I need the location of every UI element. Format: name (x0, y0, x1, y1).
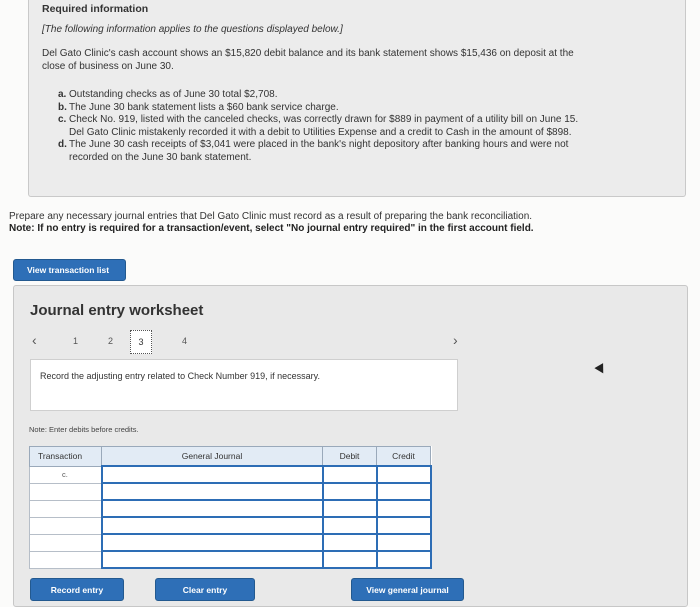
table-row (30, 466, 431, 483)
account-input[interactable] (102, 500, 323, 517)
table-row (30, 517, 431, 534)
account-input[interactable] (102, 534, 323, 551)
transaction-cell (30, 551, 102, 568)
table-row (30, 500, 431, 517)
col-debit: Debit (323, 447, 377, 467)
debit-input[interactable] (323, 551, 377, 568)
chevron-right-icon[interactable]: › (453, 332, 458, 348)
page-3-button[interactable]: 3 (130, 330, 152, 354)
journal-table (29, 446, 432, 569)
transaction-cell: c. (30, 466, 102, 483)
table-header-row (30, 447, 431, 467)
chevron-left-icon[interactable]: ‹ (32, 332, 37, 348)
debit-input[interactable] (323, 517, 377, 534)
enter-debits-note: Note: Enter debits before credits. (29, 425, 139, 434)
credit-input[interactable] (377, 534, 431, 551)
scenario-line-2: close of business on June 30. (42, 60, 174, 72)
worksheet-title: Journal entry worksheet (30, 302, 204, 319)
debit-input[interactable] (323, 534, 377, 551)
worksheet-pager (32, 330, 672, 354)
page-1-button[interactable]: 1 (73, 336, 79, 346)
col-transaction: Transaction (30, 447, 102, 467)
scenario-line-1: Del Gato Clinic's cash account shows an $15,820 debit balance and its bank statement shows $15,436 on deposit at the (42, 48, 574, 59)
col-general-journal: General Journal (102, 447, 323, 467)
question-note: Note: If no entry is required for a transaction/event, select "No journal entry required" in the first account field. (9, 223, 534, 234)
credit-input[interactable] (377, 551, 431, 568)
debit-input[interactable] (323, 500, 377, 517)
record-entry-button[interactable]: Record entry (30, 578, 124, 601)
instruction-box (30, 359, 458, 411)
scenario-items (58, 89, 658, 164)
account-input[interactable] (102, 483, 323, 500)
required-info-title: Required information (42, 3, 149, 15)
list-item: b. The June 30 bank statement lists a $60 bank service charge. (58, 101, 339, 113)
list-item: d. The June 30 cash receipts of $3,041 were placed in the bank's night depository after banking hours and were not (58, 139, 569, 150)
scenario-paragraph (42, 48, 652, 73)
table-row (30, 534, 431, 551)
page-4-button[interactable]: 4 (182, 336, 188, 346)
instruction-text: Record the adjusting entry related to Check Number 919, if necessary. (40, 371, 320, 381)
required-info-subtitle: [The following information applies to the questions displayed below.] (42, 24, 343, 35)
debit-input[interactable] (323, 466, 377, 483)
transaction-cell (30, 483, 102, 500)
account-input[interactable] (102, 517, 323, 534)
transaction-cell (30, 500, 102, 517)
col-credit: Credit (377, 447, 431, 467)
list-item: c. Check No. 919, listed with the canceled checks, was correctly drawn for $889 in payment of a utility bill on June 15. (58, 114, 579, 125)
list-item-cont: recorded on the June 30 bank statement. (69, 151, 252, 163)
credit-input[interactable] (377, 500, 431, 517)
clear-entry-button[interactable]: Clear entry (155, 578, 255, 601)
credit-input[interactable] (377, 517, 431, 534)
table-row (30, 551, 431, 568)
transaction-cell (30, 534, 102, 551)
debit-input[interactable] (323, 483, 377, 500)
table-row (30, 483, 431, 500)
credit-input[interactable] (377, 483, 431, 500)
list-item-cont: Del Gato Clinic mistakenly recorded it with a debit to Utilities Expense and a credit to Cash in the amount of $898. (69, 126, 572, 138)
account-input[interactable] (102, 551, 323, 568)
account-input[interactable] (102, 466, 323, 483)
view-general-journal-button[interactable]: View general journal (351, 578, 464, 601)
view-transaction-list-button[interactable]: View transaction list (13, 259, 126, 281)
transaction-cell (30, 517, 102, 534)
page-2-button[interactable]: 2 (108, 336, 114, 346)
credit-input[interactable] (377, 466, 431, 483)
question-prompt: Prepare any necessary journal entries that Del Gato Clinic must record as a result of preparing the bank reconciliation. (9, 211, 533, 222)
list-item: a. Outstanding checks as of June 30 total $2,708. (58, 89, 278, 100)
